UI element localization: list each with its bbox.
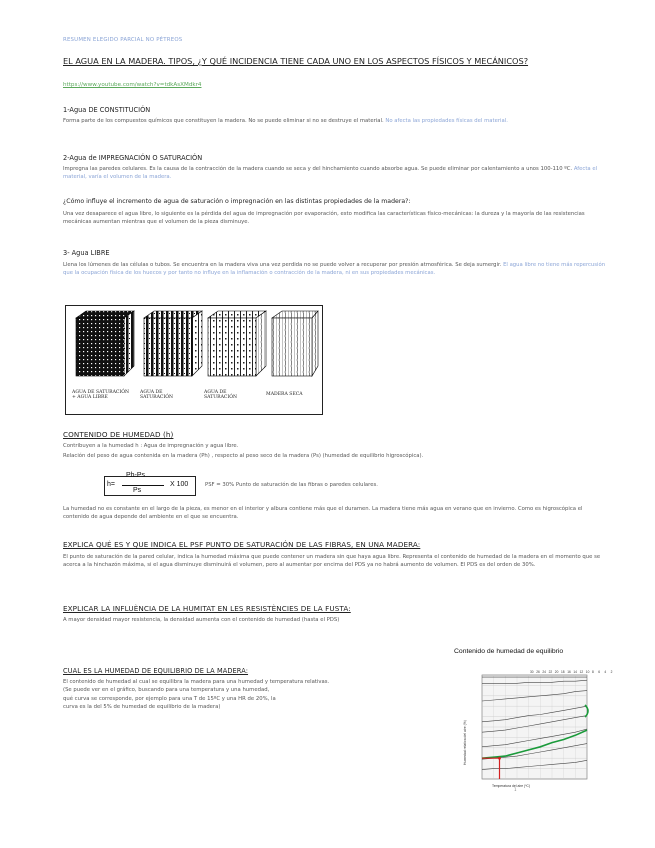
- document-header: RESUMEN ELEGIDO PARCIAL NO PÉTREOS: [63, 37, 183, 43]
- section-libre-body: Llena los lúmenes de las células o tubos. Se encuentra en la madera viva una vez perdida no se puede volver a recuperar por presión atmosférica. Se deja sumergir.: [63, 262, 502, 268]
- question-text: Una vez desaparece el agua libre, lo siguiente es la pérdida del agua de impregnación por evaporación, esto modifica las características físico-mecánicas: la dureza y la mayoría de las resistencias mecánicas aumentan mientras que el volumen de la pieza disminuye.: [63, 211, 585, 226]
- resistance-title: EXPLICAR LA INFLUÈNCIA DE LA HUMITAT EN LES RESISTÈNCIES DE LA FUSTA:: [63, 604, 351, 613]
- wood-block-2: [144, 311, 202, 376]
- chart-curve-label: 22: [548, 670, 553, 674]
- psf-title: EXPLICA QUÉ ES Y QUE INDICA EL PSF PUNTO DE SATURACIÓN DE LAS FIBRAS, EN UNA MADERA:: [63, 540, 421, 549]
- chart-y-axis-label: Humedad relativa del aire (%): [463, 720, 467, 765]
- chart-x-axis-label: Temperatura del aire (ºC): [492, 784, 530, 788]
- equilibrium-line-2: (Se puede ver en el gráfico, buscando para una temperatura y una humedad,: [63, 687, 270, 694]
- chart-curve-label: 30: [530, 670, 534, 674]
- equilibrium-text: [63, 678, 448, 711]
- humidity-formula: [104, 472, 196, 496]
- question-title: ¿Cómo influye el incremento de agua de saturación o impregnación en las distintas propiedades de la madera?:: [63, 198, 411, 205]
- section-impregnacion-note: Afecta el material, varía el volumen de la madera.: [63, 166, 598, 181]
- equilibrium-title: CUAL ES LA HUMEDAD DE EQUILIBRIO DE LA MADERA:: [63, 667, 249, 675]
- chart-curve-label: 6: [598, 670, 600, 674]
- wood-block-4: [272, 311, 318, 376]
- section-constitucion-note: No afecta las propiedades físicas del material.: [385, 118, 508, 124]
- equilibrium-line-1: El contenido de humedad al cual se equilibra la madera para una humedad y temperatura relativas.: [63, 679, 330, 685]
- chart-curve-label: 24: [542, 670, 546, 674]
- psf-text: El punto de saturación de la pared celular, indica la humedad máxima que puede contener un madera sin que haya agua libre. Representa el contenido de humedad de la madera en el momento que se acerca a la hinchazón máxima, si el agua disminuye disminuirá el volumen, pero al aumentar por encima del PDS ya no habrá aumento de volumen. El PDS es del orden de 30%.: [63, 554, 601, 569]
- formula-h: h=: [107, 481, 115, 488]
- humidity-line-1: Contribuyen a la humedad h : Agua de impregnación y agua libre.: [63, 443, 239, 449]
- figure-label-2: AGUA DE SATURACIÓN: [140, 390, 174, 401]
- wood-block-3: [208, 311, 266, 376]
- chart-curve-label: 16: [567, 670, 571, 674]
- equilibrium-chart: [452, 648, 613, 793]
- chart-curve-label: 2: [610, 670, 613, 674]
- formula-multiplier: X 100: [170, 481, 189, 488]
- chart-curve-label: 12: [579, 670, 584, 674]
- section-impregnacion-text: [63, 165, 603, 182]
- chart-curve-label: 8: [592, 670, 594, 674]
- humidity-line-3: La humedad no es constante en el largo de la pieza, es menor en el interior y albura contiene más que el duramen. La madera tiene más agua en verano que en invierno. Como es higroscópica el contenido de agua depende del ambiente en el que se encuentra.: [63, 506, 583, 521]
- chart-example-point: [498, 757, 501, 760]
- chart-curve-label: 26: [536, 670, 540, 674]
- section-constitucion-body: Forma parte de los compuestos químicos que constituyen la madera. No se puede eliminar si no se destruye el material.: [63, 118, 384, 124]
- section-libre-text: [63, 261, 608, 278]
- wood-saturation-figure: [65, 305, 323, 415]
- chart-title: Contenido de humedad de equilibrio: [454, 648, 564, 655]
- figure-label-1: AGUA DE SATURACIÓN + AGUA LIBRE: [72, 390, 130, 401]
- psf-note: PSF = 30% Punto de saturación de las fibras o paredes celulares.: [205, 482, 378, 488]
- section-libre-title: 3- Agua LIBRE: [63, 249, 110, 257]
- formula-numerator: Ph-Ps: [126, 472, 146, 479]
- figure-label-4: MADERA SECA: [266, 392, 303, 397]
- section-impregnacion-title: 2-Agua de IMPREGNACIÓN O SATURACIÓN: [63, 154, 203, 162]
- page-title: EL AGUA EN LA MADERA. TIPOS, ¿Y QUÉ INCIDENCIA TIENE CADA UNO EN LOS ASPECTOS FÍSICOS Y MECÁNICOS?: [63, 56, 529, 66]
- chart-curve-label: 10: [585, 670, 590, 674]
- section-constitucion-title: 1-Agua DE CONSTITUCIÓN: [63, 106, 151, 114]
- chart-curve-label: 18: [561, 670, 565, 674]
- section-impregnacion-body: Impregna las paredes celulares. Es la causa de la contracción de la madera cuando se seca y del hinchamiento cuando absorbe agua. Se puede eliminar por calentamiento a unos 100-110 ºC.: [63, 166, 573, 172]
- chart-curve-label: 14: [573, 670, 577, 674]
- section-constitucion-text: [63, 117, 603, 125]
- humidity-line-2: Relación del peso de agua contenida en la madera (Ph) , respecto al peso seco de la madera (Ps) (humedad de equilibrio higroscópica).: [63, 453, 424, 459]
- humidity-title: CONTENIDO DE HUMEDAD (h): [63, 430, 174, 439]
- chart-plot: [452, 661, 613, 793]
- wood-block-1: [76, 311, 134, 376]
- chart-curve-label: 20: [554, 670, 559, 674]
- section-libre-note: El agua libre no tiene más repercusión que la ocupación física de los huecos y por tanto no influye en la inflamación o contracción de la madera, ni en sus propiedades mecánicas.: [63, 262, 606, 277]
- chart-curve-label: 4: [604, 670, 607, 674]
- equilibrium-line-4: curva es la del 5% de humedad de equilibrio de la madera): [63, 703, 221, 710]
- video-link[interactable]: https://www.youtube.com/watch?v=tdkAsXMdkr4: [63, 82, 202, 88]
- figure-label-3: AGUA DE SATURACIÓN: [204, 390, 238, 401]
- footer-mark: 1: [514, 787, 517, 792]
- formula-denominator: Ps: [133, 487, 142, 494]
- wood-blocks-drawing: [66, 306, 322, 384]
- resistance-text: A mayor densidad mayor resistencia, la densidad aumenta con el contenido de humedad (hasta el PDS): [63, 617, 340, 623]
- equilibrium-line-3: qué curva se corresponde, por ejemplo para una T de 15ºC y una HR de 20%, la: [63, 695, 276, 702]
